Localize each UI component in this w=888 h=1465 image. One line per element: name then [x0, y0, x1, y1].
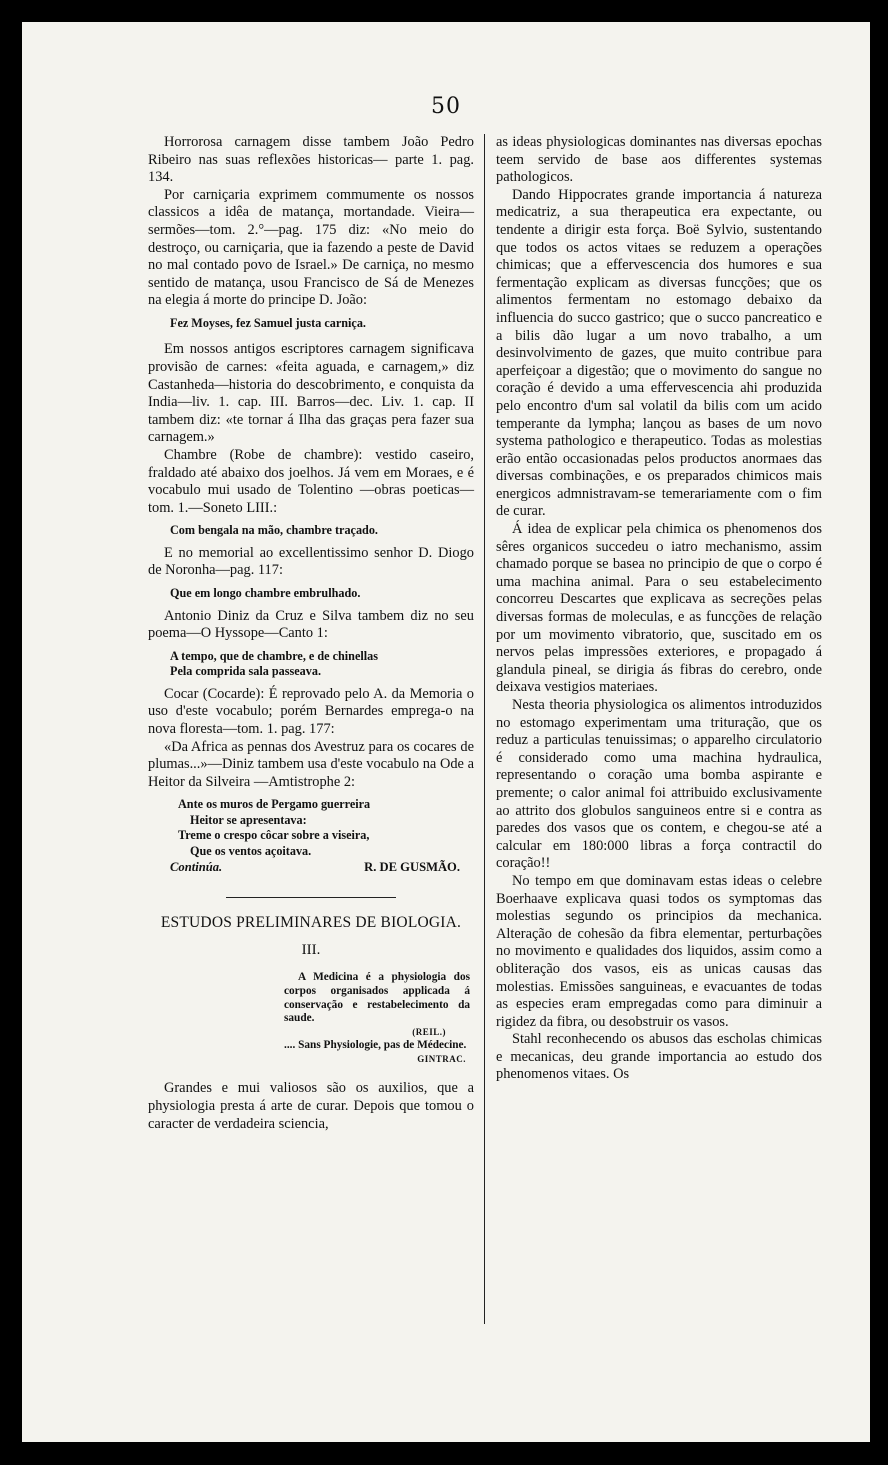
quotation: Fez Moyses, fez Samuel justa carniça.	[170, 315, 366, 330]
paragraph: «Da Africa as pennas dos Avestruz para os cocares de plumas...»—Diniz tambem usa d'este vocabulo na Ode a Heitor da Silveira —Amtistrophe 2:	[148, 738, 474, 790]
document-page	[22, 22, 870, 1442]
verse-line: Que os ventos açoitava.	[190, 843, 312, 858]
epigraph-source: GINTRAC.	[417, 1053, 466, 1064]
paragraph: Nesta theoria physiologica os alimentos introduzidos no estomago experimentam uma trituração, que os reduz a particulas tenuissimas; o apparelho circulatorio é considerado como uma machina hydraulica, representando o coração uma bomba aspirante e premente; o calor animal foi attribuido exclusivamente ao attrito dos globulos sanguineos entre si e contra as paredes dos vasos que os contem, e chegou-se até a calcular em 180:000 libras a força contractil do coração!!	[496, 697, 822, 872]
paragraph: Horrorosa carnagem disse tambem João Pedro Ribeiro nas suas reflexões historicas— parte 1. pag. 134.	[148, 134, 474, 186]
quotation: Com bengala na mão, chambre traçado.	[170, 523, 378, 538]
section-heading: ESTUDOS PRELIMINARES DE BIOLOGIA.	[160, 914, 462, 932]
page-number: 50	[431, 94, 461, 119]
column-divider	[484, 134, 485, 1324]
section-numeral: III.	[301, 942, 321, 959]
paragraph: Dando Hippocrates grande importancia á natureza medicatriz, a sua therapeutica era expectante, ou tendente a dirigir esta força. Boë Sylvio, sustentando que todos os actos vitaes se reduzem a operações chimicas; que a effervescencia dos humores e sua fermentação explicam as diversas funcções; que os alimentos fermentam no estomago debaixo da influencia do succo gastrico; que o succo pancreatico e a bilis dão lugar a um novo trabalho, a um desinvolvimento de gazes, que muito contribue para aperfeiçoar a digestão; que o movimento do sangue no coração é devido a uma effervescencia ahi produzida pelo encontro d'um sal volatil da bilis com um acido temperante da lympha; lançou as bases de um novo systema pathologico e therapeutico. Todas as molestias erão então occasionadas pelos productos anormaes das diversas combinações, e os preparados chimicos mais energicos admnistravam-se temerariamente com o fim de curar.	[496, 186, 822, 520]
verse-line: Pela comprida sala passeava.	[170, 664, 321, 679]
quotation: Que em longo chambre embrulhado.	[170, 586, 361, 601]
paragraph: Por carniçaria exprimem commumente os nossos classicos a idêa de matança, mortandade. Vieira—sermões—tom. 2.°—pag. 175 diz: «No meio do destroço, ou carniçaria, que ia fazendo a peste de David no mal contado povo de Israel.» De carniça, no mesmo sentido de matança, usou Francisco de Sá de Menezes na elegia á morte do principe D. João:	[148, 186, 474, 309]
paragraph: Chambre (Robe de chambre): vestido caseiro, fraldado até abaixo dos joelhos. Já vem em Moraes, e é vocabulo mui usado de Tolentino —obras poeticas—tom. 1.—Soneto LIII.:	[148, 447, 474, 516]
continua-label: Continúa.	[170, 860, 223, 875]
paragraph: as ideas physiologicas dominantes nas diversas epochas teem servido de base aos differentes systemas pathologicos.	[496, 134, 822, 186]
section-divider	[226, 897, 396, 898]
signature-line	[170, 860, 460, 875]
paragraph: E no memorial ao excellentissimo senhor D. Diogo de Noronha—pag. 117:	[148, 544, 474, 579]
paragraph: Stahl reconhecendo os abusos das escholas chimicas e mecanicas, deu grande importancia ao estudo dos phenomenos vitaes. Os	[496, 1031, 822, 1083]
verse-line: Treme o crespo côcar sobre a viseira,	[178, 828, 370, 843]
paragraph: Grandes e mui valiosos são os auxilios, que a physiologia presta á arte de curar. Depois que tomou o caracter de verdadeira sciencia,	[148, 1080, 474, 1132]
author-signature: R. DE GUSMÃO.	[364, 860, 460, 875]
epigraph	[284, 971, 470, 1066]
paragraph: No tempo em que dominavam estas ideas o celebre Boerhaave explicava quasi todos os symptomas das molestias segundo os principios da mechanica. Alteração de cohesão da fibra elementar, perturbações no movimento e qualidades dos liquidos, assim como a obliteração dos vasos, eis as unicas causas das molestias. Emissões sanguineas, e evacuantes de todas as especies eram empregadas como para diminuir a rigidez da fibra, ou desobstruir os vasos.	[496, 872, 822, 1030]
right-column	[496, 134, 822, 1084]
epigraph-quote: A Medicina é a physiologia dos corpos organisados applicada á conservação e restabelecimento da saude.	[284, 971, 470, 1025]
verse-line: Ante os muros de Pergamo guerreira	[178, 797, 371, 812]
paragraph: Em nossos antigos escriptores carnagem significava provisão de carnes: «feita aguada, e carnagem,» diz Castanheda—historia do descobrimento, e conquista da India—liv. 1. cap. III. Barros—dec. Liv. 1. cap. II tambem diz: «te tornar á Ilha das graças pera fazer sua carnagem.»	[148, 341, 474, 446]
epigraph-source: (REIL.)	[412, 1026, 446, 1037]
verse-line: A tempo, que de chambre, e de chinellas	[170, 648, 378, 663]
left-column	[148, 134, 474, 1133]
paragraph: Antonio Diniz da Cruz e Silva tambem diz no seu poema—O Hyssope—Canto 1:	[148, 607, 474, 642]
epigraph-quote: .... Sans Physiologie, pas de Médecine.	[284, 1039, 467, 1052]
paragraph: Á idea de explicar pela chimica os phenomenos dos sêres organicos succedeu o iatro mechanismo, assim chamado porque se basea no principio de que o corpo é uma machina animal. Para o seu estabelecimento concorreu Descartes que explicava as secreções pelas diversas formas de moleculas, e as funcções de relação por um movimento vibratorio, que, suscitado em os nervos pelas impressões exteriores, e propagado á glandula pineal, se dirigia ás fibras do cerebro, onde deixava vestigios materiaes.	[496, 521, 822, 696]
verse-line: Heitor se apresentava:	[190, 812, 307, 827]
paragraph: Cocar (Cocarde): É reprovado pelo A. da Memoria o uso d'este vocabulo; porém Bernardes emprega-o na nova floresta—tom. 1. pag. 177:	[148, 685, 474, 737]
